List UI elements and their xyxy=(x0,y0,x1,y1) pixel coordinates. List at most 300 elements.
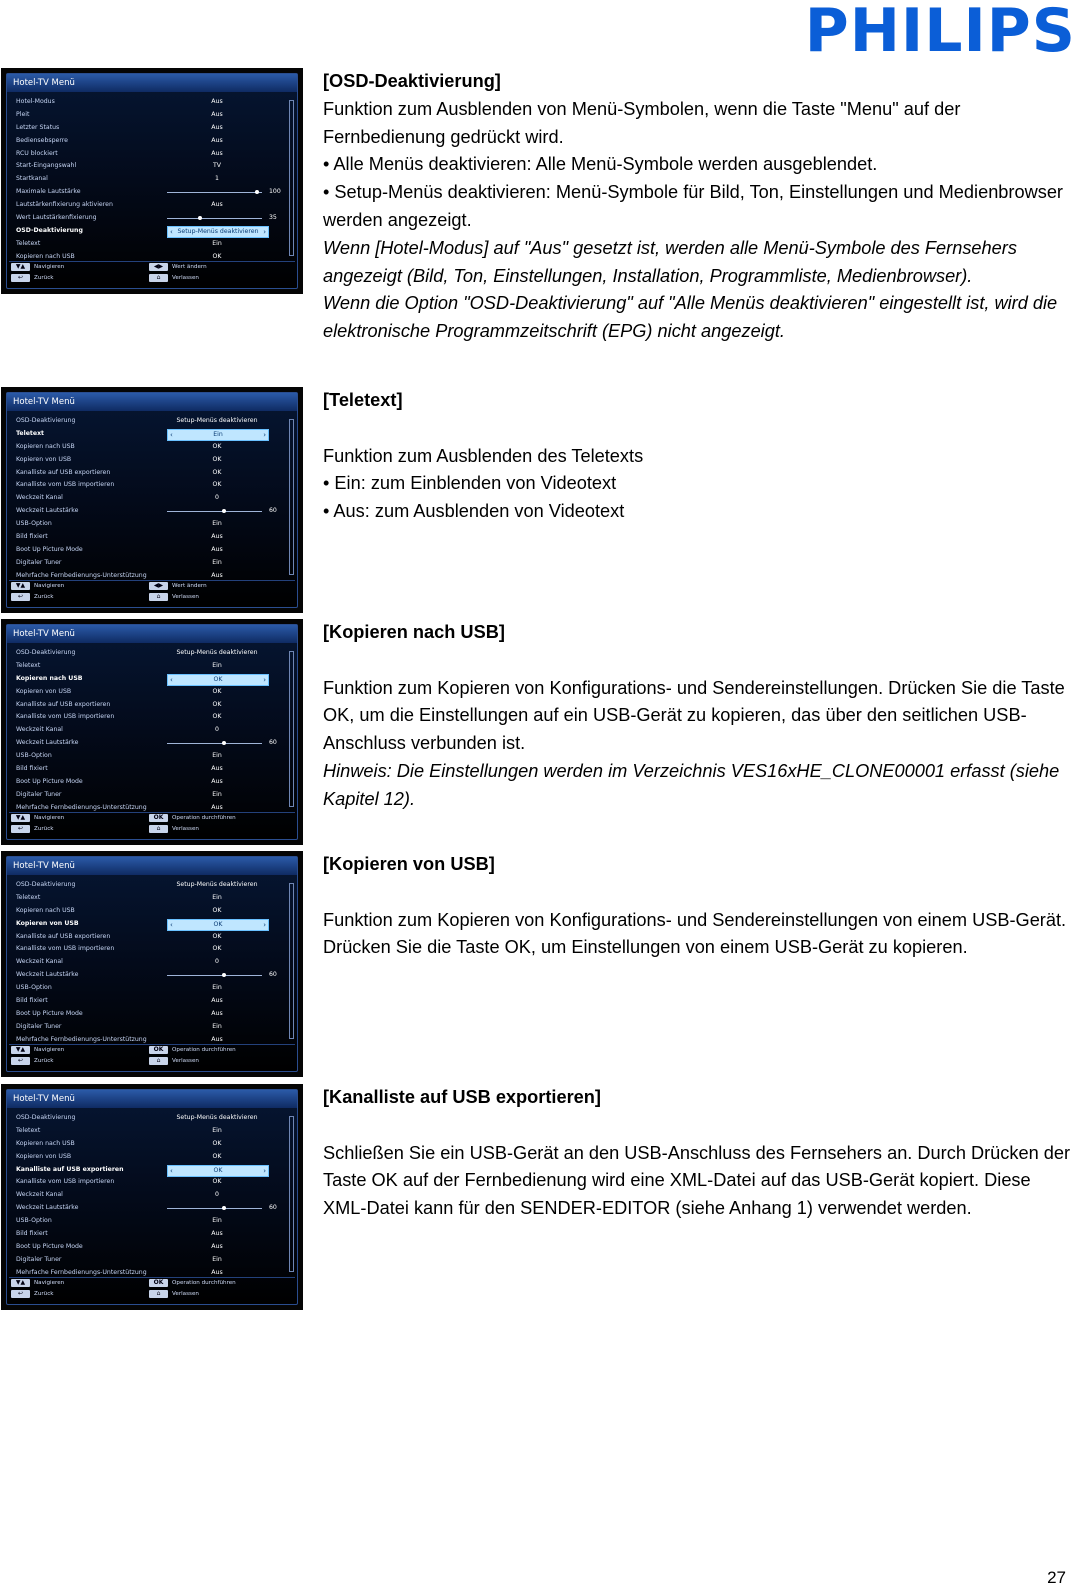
tv-menu-row-label: Teletext xyxy=(16,893,41,901)
tv-menu-row[interactable] xyxy=(7,160,287,173)
ok-key-icon: OK xyxy=(149,814,168,822)
tv-menu-row[interactable] xyxy=(7,1189,287,1202)
tv-menu-row-label: Kanalliste vom USB importieren xyxy=(16,945,115,953)
section-note: Wenn [Hotel-Modus] auf "Aus" gesetzt ist, werden alle Menü-Symbole des Fernsehers angezeigt (Bild, Ton, Einstellungen, Installation, Programmliste, Medienbrowser). xyxy=(323,237,1017,286)
tv-menu-title: Hotel-TV Menü xyxy=(7,74,297,92)
tv-menu-row-value: 0 xyxy=(215,958,219,966)
tv-menu-row-value: Ein xyxy=(212,893,222,901)
tv-menu-row-value: OK xyxy=(212,468,222,476)
tv-menu-title: Hotel-TV Menü xyxy=(7,393,297,411)
tv-menu-row[interactable] xyxy=(7,995,287,1008)
tv-menu-row-label: OSD-Deaktivierung xyxy=(16,226,83,234)
tv-menu-scrollbar xyxy=(289,100,294,256)
tv-menu-row-value xyxy=(167,226,269,238)
section-paragraph xyxy=(323,879,1073,907)
section-text xyxy=(323,1084,1073,1223)
tv-menu-row-label: Startkanal xyxy=(16,175,48,183)
footer-action-label: Wert ändern xyxy=(172,264,207,270)
tv-menu-row-value: Aus xyxy=(211,765,223,773)
tv-menu-row[interactable] xyxy=(7,699,287,712)
section-heading: [Kopieren von USB] xyxy=(323,854,495,874)
tv-menu-slider[interactable] xyxy=(167,511,262,512)
tv-menu-row[interactable] xyxy=(7,711,287,724)
footer-exit-label: Verlassen xyxy=(172,594,199,600)
tv-menu-row-label: Kopieren von USB xyxy=(16,1152,72,1160)
tv-menu-row-label: Weckzeit Kanal xyxy=(16,726,63,734)
tv-menu-row-label: USB-Option xyxy=(16,752,52,760)
tv-menu-row-value: Aus xyxy=(211,1230,223,1238)
tv-menu-row-label: Weckzeit Kanal xyxy=(16,958,63,966)
navigate-arrows-icon: ▼▲ xyxy=(11,582,30,590)
tv-menu-row-label: Kopieren von USB xyxy=(16,455,72,463)
tv-menu-rows xyxy=(7,647,287,815)
tv-menu-row[interactable] xyxy=(7,96,287,109)
tv-menu-row-value: Ein xyxy=(212,520,222,528)
tv-menu xyxy=(6,856,298,1072)
tv-menu-rows xyxy=(7,415,287,583)
tv-menu-row-value: Ein xyxy=(212,984,222,992)
tv-menu-footer xyxy=(9,580,295,605)
tv-menu-rows xyxy=(7,96,287,264)
footer-exit-label: Verlassen xyxy=(172,1058,199,1064)
tv-menu-row-value: OK xyxy=(212,945,222,953)
left-right-arrows-icon: ◀▶ xyxy=(149,263,168,271)
tv-menu-title: Hotel-TV Menü xyxy=(7,625,297,643)
tv-menu-row[interactable] xyxy=(7,467,287,480)
footer-navigate-label: Navigieren xyxy=(34,583,65,589)
tv-menu-row[interactable] xyxy=(7,1202,287,1215)
tv-menu xyxy=(6,1089,298,1305)
tv-menu-row-label: Digitaler Tuner xyxy=(16,790,62,798)
home-icon: ⌂ xyxy=(149,274,168,282)
tv-menu-row[interactable] xyxy=(7,1215,287,1228)
footer-exit-label: Verlassen xyxy=(172,1291,199,1297)
manual-section xyxy=(0,619,1078,859)
tv-menu-row[interactable] xyxy=(7,1151,287,1164)
tv-menu-row[interactable] xyxy=(7,763,287,776)
back-icon: ↩ xyxy=(11,593,30,601)
tv-menu-slider-value: 35 xyxy=(269,214,277,222)
tv-menu-row[interactable] xyxy=(7,492,287,505)
back-icon: ↩ xyxy=(11,274,30,282)
tv-menu-row-value: OK xyxy=(212,1139,222,1147)
home-icon: ⌂ xyxy=(149,593,168,601)
tv-menu-row[interactable] xyxy=(7,931,287,944)
tv-menu-row[interactable] xyxy=(7,647,287,660)
tv-menu-row[interactable] xyxy=(7,776,287,789)
section-text xyxy=(323,851,1073,962)
tv-menu-row[interactable] xyxy=(7,1008,287,1021)
tv-menu-row[interactable] xyxy=(7,505,287,518)
tv-menu-row-value: Aus xyxy=(211,123,223,131)
tv-menu-row[interactable] xyxy=(7,789,287,802)
tv-menu-row[interactable] xyxy=(7,686,287,699)
tv-menu-row-value: OK xyxy=(212,700,222,708)
tv-menu-row-value-text: OK xyxy=(213,920,223,928)
tv-menu-row-value: Aus xyxy=(211,1268,223,1276)
tv-menu-footer xyxy=(9,1044,295,1069)
tv-menu-row-value: OK xyxy=(212,1178,222,1186)
footer-navigate-label: Navigieren xyxy=(34,1047,65,1053)
tv-menu-row[interactable] xyxy=(7,1112,287,1125)
tv-menu-footer xyxy=(9,1277,295,1302)
tv-menu-row-value: OK xyxy=(212,687,222,695)
tv-menu-row-label: Kopieren von USB xyxy=(16,919,79,927)
tv-menu-row-label: Weckzeit Kanal xyxy=(16,494,63,502)
section-heading: [OSD-Deaktivierung] xyxy=(323,71,501,91)
tv-menu-row-label: Kopieren von USB xyxy=(16,687,72,695)
section-text xyxy=(323,619,1073,814)
tv-menu-row-value: Ein xyxy=(212,239,222,247)
manual-section xyxy=(0,851,1078,1091)
footer-back-label: Zurück xyxy=(34,594,54,600)
tv-menu-screenshot xyxy=(1,619,303,845)
tv-menu-row-label: Bild fixiert xyxy=(16,765,48,773)
tv-menu-slider-knob[interactable] xyxy=(222,973,226,977)
manual-section xyxy=(0,68,1078,342)
tv-menu-row[interactable] xyxy=(7,905,287,918)
tv-menu-row[interactable] xyxy=(7,969,287,982)
tv-menu-row[interactable] xyxy=(7,122,287,135)
tv-menu-row[interactable] xyxy=(7,238,287,251)
tv-menu-row[interactable] xyxy=(7,212,287,225)
footer-navigate-label: Navigieren xyxy=(34,1280,65,1286)
tv-menu-row[interactable] xyxy=(7,1241,287,1254)
tv-menu-row-value: OK xyxy=(212,1152,222,1160)
tv-menu-row-value: Aus xyxy=(211,803,223,811)
left-right-arrows-icon: ◀▶ xyxy=(149,582,168,590)
section-note: Hinweis: Die Einstellungen werden im Verzeichnis VES16xHE_CLONE00001 erfasst (siehe Kapitel 12). xyxy=(323,760,1060,809)
back-icon: ↩ xyxy=(11,825,30,833)
section-paragraph: Funktion zum Ausblenden des Teletexts xyxy=(323,445,644,466)
tv-menu-slider-value: 60 xyxy=(269,971,277,979)
tv-menu-row[interactable] xyxy=(7,428,287,441)
tv-menu-scrollbar xyxy=(289,651,294,807)
tv-menu-row-value: Ein xyxy=(212,1217,222,1225)
tv-menu-slider[interactable] xyxy=(167,743,262,744)
tv-menu-row-label: OSD-Deaktivierung xyxy=(16,881,76,888)
section-text xyxy=(323,68,1073,346)
section-heading: [Kopieren nach USB] xyxy=(323,622,505,642)
tv-menu-row[interactable] xyxy=(7,199,287,212)
tv-menu-scrollbar xyxy=(289,883,294,1039)
tv-menu-screenshot xyxy=(1,68,303,294)
tv-menu-row-value: Aus xyxy=(211,571,223,579)
tv-menu-row-label: Kanalliste auf USB exportieren xyxy=(16,468,111,476)
chevron-right-icon: › xyxy=(263,920,266,929)
tv-menu-row-value: Aus xyxy=(211,149,223,157)
tv-menu-row-value: Aus xyxy=(211,201,223,209)
tv-menu-row-label: Weckzeit Lautstärke xyxy=(16,739,79,747)
chevron-left-icon: ‹ xyxy=(170,675,173,684)
tv-menu-row[interactable] xyxy=(7,879,287,892)
tv-menu-row-value: Setup-Menüs deaktivieren xyxy=(176,881,258,888)
tv-menu-row-value: TV xyxy=(212,162,221,170)
tv-menu-row-value: Ein xyxy=(212,558,222,566)
tv-menu-row-label: Mehrfache Fernbedienungs-Unterstützung xyxy=(16,803,147,811)
tv-menu-row[interactable] xyxy=(7,660,287,673)
tv-menu-row-label: Kopieren nach USB xyxy=(16,442,75,450)
tv-menu-row-value: 0 xyxy=(215,494,219,502)
tv-menu-row-value: Setup-Menüs deaktivieren xyxy=(176,1114,258,1121)
tv-menu-slider[interactable] xyxy=(167,218,262,219)
chevron-left-icon: ‹ xyxy=(170,1166,173,1175)
tv-menu-row-value-text: Ein xyxy=(213,430,223,438)
tv-menu-slider[interactable] xyxy=(167,975,262,976)
tv-menu-slider-value: 60 xyxy=(269,1204,277,1212)
tv-menu-row[interactable] xyxy=(7,479,287,492)
tv-menu-row-value: OK xyxy=(212,713,222,721)
tv-menu-row-value: OK xyxy=(212,455,222,463)
tv-menu-row-label: Kanalliste auf USB exportieren xyxy=(16,932,111,940)
section-paragraph xyxy=(323,647,1073,675)
tv-menu-footer xyxy=(9,261,295,286)
tv-menu-slider-knob[interactable] xyxy=(222,1206,226,1210)
tv-menu-screenshot xyxy=(1,1084,303,1310)
section-paragraph: Funktion zum Ausblenden von Menü-Symbolen, wenn die Taste "Menu" auf der Fernbedienung gedrückt wird. xyxy=(323,98,961,147)
tv-menu-row-value-text: Setup-Menüs deaktivieren xyxy=(177,227,259,235)
section-paragraph: Funktion zum Kopieren von Konfigurations- und Sendereinstellungen. Drücken Sie die Taste OK, um die Einstellungen auf ein USB-Gerät zu kopieren, das über den seitlichen USB-Anschluss verbunden ist. xyxy=(323,677,1065,754)
tv-menu-row[interactable] xyxy=(7,737,287,750)
tv-menu-screenshot xyxy=(1,387,303,613)
tv-menu-row[interactable] xyxy=(7,441,287,454)
tv-menu-row-label: Kanalliste auf USB exportieren xyxy=(16,1165,124,1173)
footer-exit-label: Verlassen xyxy=(172,826,199,832)
tv-menu-row[interactable] xyxy=(7,956,287,969)
tv-menu-row-label: Boot Up Picture Mode xyxy=(16,777,83,785)
chevron-right-icon: › xyxy=(263,430,266,439)
tv-menu-row-label: Mehrfache Fernbedienungs-Unterstützung xyxy=(16,1268,147,1276)
tv-menu-row-label: Wert Lautstärkenfixierung xyxy=(16,214,97,222)
ok-key-icon: OK xyxy=(149,1046,168,1054)
tv-menu-row-value xyxy=(167,674,269,686)
tv-menu-row-value: Aus xyxy=(211,997,223,1005)
tv-menu-row-value-text: OK xyxy=(213,675,223,683)
home-icon: ⌂ xyxy=(149,1290,168,1298)
tv-menu-row-label: Start-Eingangswahl xyxy=(16,162,77,170)
tv-menu-row-value: Ein xyxy=(212,1255,222,1263)
tv-menu-row[interactable] xyxy=(7,557,287,570)
tv-menu-row-value: Ein xyxy=(212,1126,222,1134)
tv-menu-row-value: Aus xyxy=(211,110,223,118)
tv-menu-title: Hotel-TV Menü xyxy=(7,1090,297,1108)
tv-menu-row-value: Aus xyxy=(211,777,223,785)
section-paragraph: Schließen Sie ein USB-Gerät an den USB-Anschluss des Fernsehers an. Durch Drücken der Taste OK auf der Fernbedienung wird eine XML-Datei auf das USB-Gerät kopiert. Diese XML-Datei kann für den SENDER-EDITOR (siehe Anhang 1) verwendet werden. xyxy=(323,1142,1071,1219)
footer-navigate-label: Navigieren xyxy=(34,264,65,270)
tv-menu-row[interactable] xyxy=(7,1164,287,1177)
tv-menu-row-value: Ein xyxy=(212,661,222,669)
tv-menu-row[interactable] xyxy=(7,918,287,931)
tv-menu-row-label: OSD-Deaktivierung xyxy=(16,417,76,424)
chevron-left-icon: ‹ xyxy=(170,920,173,929)
chevron-left-icon: ‹ xyxy=(170,430,173,439)
chevron-right-icon: › xyxy=(263,675,266,684)
tv-menu-slider-value: 60 xyxy=(269,507,277,515)
tv-menu-row-label: Kopieren nach USB xyxy=(16,906,75,914)
tv-menu-row[interactable] xyxy=(7,1021,287,1034)
tv-menu-row[interactable] xyxy=(7,724,287,737)
tv-menu-row-value: Setup-Menüs deaktivieren xyxy=(176,649,258,656)
home-icon: ⌂ xyxy=(149,1057,168,1065)
tv-menu-row-label: Kopieren nach USB xyxy=(16,252,75,260)
tv-menu-row-value: Aus xyxy=(211,533,223,541)
tv-menu-slider-knob[interactable] xyxy=(198,216,202,220)
footer-back-label: Zurück xyxy=(34,1058,54,1064)
tv-menu-row-label: Bild fixiert xyxy=(16,997,48,1005)
philips-logo: PHILIPS xyxy=(804,0,1076,66)
tv-menu-row[interactable] xyxy=(7,1125,287,1138)
tv-menu-row-label: Bild fixiert xyxy=(16,1230,48,1238)
tv-menu-row-value xyxy=(167,919,269,931)
tv-menu-row-label: Kanalliste vom USB importieren xyxy=(16,1178,115,1186)
tv-menu-row-label: Teletext xyxy=(16,661,41,669)
tv-menu-row-label: Letzter Status xyxy=(16,123,60,131)
section-heading: [Teletext] xyxy=(323,390,403,410)
tv-menu-row-label: Weckzeit Lautstärke xyxy=(16,971,79,979)
tv-menu-row-label: USB-Option xyxy=(16,1217,52,1225)
tv-menu-row-label: Boot Up Picture Mode xyxy=(16,545,83,553)
navigate-arrows-icon: ▼▲ xyxy=(11,1046,30,1054)
tv-menu-row-label: Boot Up Picture Mode xyxy=(16,1242,83,1250)
tv-menu-title: Hotel-TV Menü xyxy=(7,857,297,875)
section-paragraph: • Ein: zum Einblenden von Videotext xyxy=(323,473,617,494)
section-paragraph xyxy=(323,415,1073,443)
section-paragraph: • Setup-Menüs deaktivieren: Menü-Symbole für Bild, Ton, Einstellungen und Medienbrowser werden angezeigt. xyxy=(323,182,1063,230)
tv-menu-row-value: Ein xyxy=(212,1022,222,1030)
tv-menu-slider[interactable] xyxy=(167,192,262,193)
tv-menu-row-value: Aus xyxy=(211,98,223,105)
tv-menu-row-label: Digitaler Tuner xyxy=(16,1022,62,1030)
tv-menu-row-label: Bediensebsperre xyxy=(16,136,68,144)
footer-action-label: Operation durchführen xyxy=(172,1280,236,1286)
tv-menu-scrollbar xyxy=(289,1116,294,1272)
tv-menu-row-value: Aus xyxy=(211,1035,223,1043)
tv-menu-row[interactable] xyxy=(7,1176,287,1189)
tv-menu-row-label: Maximale Lautstärke xyxy=(16,188,81,196)
tv-menu-row-value: Aus xyxy=(211,1242,223,1250)
tv-menu-row-label: Teletext xyxy=(16,239,41,247)
tv-menu-slider-knob[interactable] xyxy=(222,741,226,745)
tv-menu-row-label: Teletext xyxy=(16,1126,41,1134)
tv-menu-row-label: Digitaler Tuner xyxy=(16,558,62,566)
tv-menu-row-label: Kopieren nach USB xyxy=(16,1139,75,1147)
tv-menu-row-label: OSD-Deaktivierung xyxy=(16,1114,76,1121)
tv-menu-row[interactable] xyxy=(7,531,287,544)
tv-menu-slider-value: 60 xyxy=(269,739,277,747)
footer-action-label: Operation durchführen xyxy=(172,1047,236,1053)
section-paragraph xyxy=(323,1112,1073,1140)
tv-menu-row-value: OK xyxy=(212,906,222,914)
tv-menu-row-value: OK xyxy=(212,442,222,450)
tv-menu-row-label: Kanalliste auf USB exportieren xyxy=(16,700,111,708)
tv-menu-row[interactable] xyxy=(7,518,287,531)
tv-menu-rows xyxy=(7,879,287,1047)
tv-menu-row-value xyxy=(167,1165,269,1177)
tv-menu-row-value: Aus xyxy=(211,136,223,144)
footer-back-label: Zurück xyxy=(34,1291,54,1297)
tv-menu-row[interactable] xyxy=(7,415,287,428)
tv-menu-row-value: OK xyxy=(212,932,222,940)
tv-menu-row-label: Kanalliste vom USB importieren xyxy=(16,713,115,721)
tv-menu-row[interactable] xyxy=(7,892,287,905)
tv-menu-row[interactable] xyxy=(7,109,287,122)
tv-menu-row-value: Aus xyxy=(211,545,223,553)
tv-menu-row-label: Weckzeit Kanal xyxy=(16,1191,63,1199)
tv-menu-row-value: Setup-Menüs deaktivieren xyxy=(176,417,258,424)
tv-menu-row[interactable] xyxy=(7,186,287,199)
tv-menu-row-value: OK xyxy=(212,481,222,489)
section-paragraph: • Aus: zum Ausblenden von Videotext xyxy=(323,501,625,522)
home-icon: ⌂ xyxy=(149,825,168,833)
footer-action-label: Wert ändern xyxy=(172,583,207,589)
tv-menu-row-label: USB-Option xyxy=(16,520,52,528)
tv-menu-row-label: Boot Up Picture Mode xyxy=(16,1009,83,1017)
tv-menu-row-value: Ein xyxy=(212,752,222,760)
tv-menu-row[interactable] xyxy=(7,943,287,956)
tv-menu-row-label: Lautstärkenfixierung aktivieren xyxy=(16,201,113,209)
tv-menu-row-label: Kopieren nach USB xyxy=(16,674,83,682)
tv-menu-row-value: Aus xyxy=(211,1009,223,1017)
page-number: 27 xyxy=(1047,1568,1066,1587)
tv-menu-row-label: Teletext xyxy=(16,429,45,437)
tv-menu-row-label: OSD-Deaktivierung xyxy=(16,649,76,656)
tv-menu-row-value: OK xyxy=(212,252,222,260)
tv-menu-row-label: RCU blockiert xyxy=(16,149,58,157)
footer-navigate-label: Navigieren xyxy=(34,815,65,821)
tv-menu-row-label: Pleit xyxy=(16,110,30,118)
navigate-arrows-icon: ▼▲ xyxy=(11,814,30,822)
tv-menu-row[interactable] xyxy=(7,982,287,995)
tv-menu-row-label: Kanalliste vom USB importieren xyxy=(16,481,115,489)
tv-menu-row[interactable] xyxy=(7,544,287,557)
tv-menu-slider-knob[interactable] xyxy=(222,509,226,513)
chevron-right-icon: › xyxy=(263,1166,266,1175)
tv-menu-row-value: 0 xyxy=(215,1191,219,1199)
tv-menu-screenshot xyxy=(1,851,303,1077)
tv-menu-row-value-text: OK xyxy=(213,1166,223,1174)
back-icon: ↩ xyxy=(11,1057,30,1065)
back-icon: ↩ xyxy=(11,1290,30,1298)
tv-menu-slider[interactable] xyxy=(167,1208,262,1209)
footer-action-label: Operation durchführen xyxy=(172,815,236,821)
section-note: Wenn die Option "OSD-Deaktivierung" auf "Alle Menüs deaktivieren" eingestellt ist, wird die elektronische Programmzeitschrift (EPG) nicht angezeigt. xyxy=(323,293,1058,342)
footer-exit-label: Verlassen xyxy=(172,275,199,281)
tv-menu-row[interactable] xyxy=(7,1138,287,1151)
tv-menu-row-label: Weckzeit Lautstärke xyxy=(16,507,79,515)
tv-menu-row[interactable] xyxy=(7,750,287,763)
footer-back-label: Zurück xyxy=(34,275,54,281)
tv-menu-row-value: 0 xyxy=(215,726,219,734)
footer-back-label: Zurück xyxy=(34,826,54,832)
tv-menu-footer xyxy=(9,812,295,837)
tv-menu-row-label: Mehrfache Fernbedienungs-Unterstützung xyxy=(16,571,147,579)
tv-menu-row[interactable] xyxy=(7,673,287,686)
tv-menu-slider-knob[interactable] xyxy=(255,190,259,194)
tv-menu-row[interactable] xyxy=(7,173,287,186)
tv-menu-row[interactable] xyxy=(7,1254,287,1267)
tv-menu-row[interactable] xyxy=(7,148,287,161)
tv-menu-row[interactable] xyxy=(7,225,287,238)
navigate-arrows-icon: ▼▲ xyxy=(11,263,30,271)
tv-menu-row[interactable] xyxy=(7,1228,287,1241)
tv-menu-row[interactable] xyxy=(7,454,287,467)
tv-menu-row[interactable] xyxy=(7,135,287,148)
tv-menu-rows xyxy=(7,1112,287,1280)
tv-menu xyxy=(6,73,298,289)
ok-key-icon: OK xyxy=(149,1279,168,1287)
tv-menu-row-label: Hotel-Modus xyxy=(16,98,55,105)
tv-menu xyxy=(6,624,298,840)
